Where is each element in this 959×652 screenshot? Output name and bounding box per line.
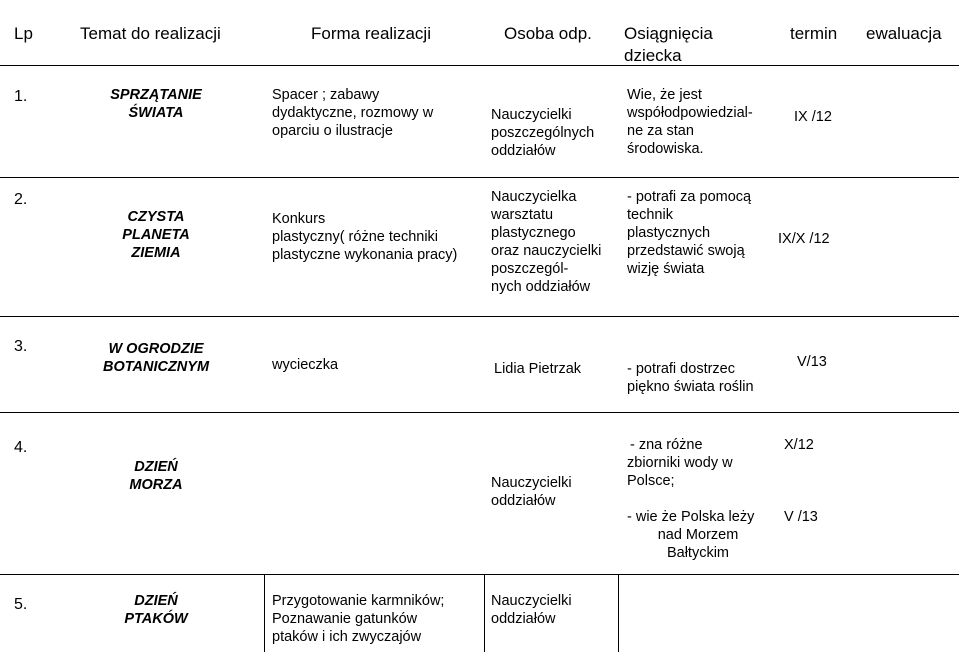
header-ewaluacja: ewaluacja (866, 24, 942, 43)
row-forma: wycieczka (272, 357, 339, 373)
row-termin: IX/X /12 (778, 231, 830, 247)
row-osiagniecia: - potrafi dostrzec piękno świata roślin (627, 361, 754, 395)
header-osoba: Osoba odp. (504, 24, 592, 43)
row-temat: SPRZĄTANIE ŚWIATA (110, 87, 202, 121)
row-divider (0, 177, 959, 178)
row-divider (0, 412, 959, 413)
header-termin: termin (790, 24, 838, 43)
row-forma: Konkurs plastyczny( różne techniki plastyczne wykonania pracy) (272, 211, 458, 263)
row-temat: DZIEŃ PTAKÓW (124, 593, 188, 627)
header-forma: Forma realizacji (311, 24, 431, 43)
row-temat: CZYSTA PLANETA ZIEMIA (122, 209, 190, 261)
header-temat: Temat do realizacji (80, 24, 221, 43)
row-forma: Spacer ; zabawy dydaktyczne, rozmowy w oparciu o ilustracje (272, 87, 434, 139)
row-lp: 2. (14, 191, 28, 208)
col-divider (618, 574, 619, 652)
row-osiagniecia: - zna różne zbiorniki wody w Polsce; - wie że Polska leży nad Morzem Bałtyckim (627, 437, 755, 561)
row-lp: 1. (14, 88, 28, 105)
row-divider (0, 316, 959, 317)
row-osiagniecia: Wie, że jest współodpowiedzial- ne za stan środowiska. (627, 87, 753, 157)
col-divider (484, 574, 485, 652)
row-lp: 4. (14, 439, 28, 456)
row-osoba: Nauczycielki oddziałów (491, 475, 572, 509)
row-lp: 3. (14, 338, 28, 355)
row-divider (0, 574, 959, 575)
row-termin: V/13 (797, 354, 827, 370)
row-termin: IX /12 (794, 109, 832, 125)
row-osoba: Nauczycielki oddziałów (491, 593, 572, 627)
row-osiagniecia: - potrafi za pomocą technik plastycznych przedstawić swoją wizję świata (627, 189, 752, 277)
header-lp: Lp (14, 24, 33, 43)
row-temat: W OGRODZIE BOTANICZNYM (102, 341, 210, 375)
row-osoba: Nauczycielka warsztatu plastycznego oraz nauczycielki poszczegól- nych oddziałów (491, 189, 602, 295)
row-divider (0, 65, 959, 66)
row-forma: Przygotowanie karmników; Poznawanie gatunków ptaków i ich zwyczajów (272, 593, 445, 645)
row-osoba: Lidia Pietrzak (494, 361, 582, 377)
row-temat: DZIEŃ MORZA (129, 459, 183, 493)
col-divider (264, 574, 265, 652)
row-lp: 5. (14, 596, 28, 613)
row-termin: X/12 V /13 (784, 437, 818, 525)
row-osoba: Nauczycielki poszczególnych oddziałów (491, 107, 595, 159)
header-osiagniecia: Osiągnięcia dziecka (624, 24, 713, 65)
